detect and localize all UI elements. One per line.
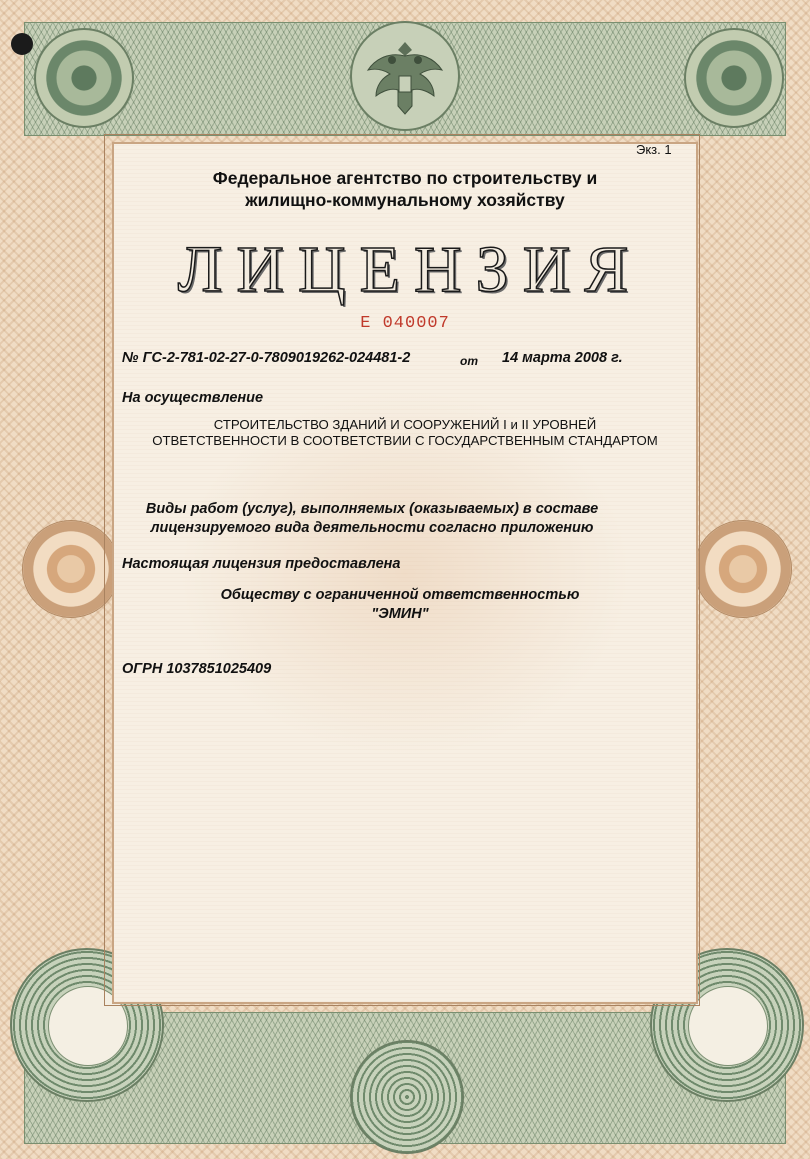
ogrn-number: ОГРН 1037851025409 (122, 661, 272, 677)
activity-line-1: СТРОИТЕЛЬСТВО ЗДАНИЙ И СООРУЖЕНИЙ I и II УРОВНЕЙ (213, 417, 597, 432)
agency-line-1: Федеральное агентство по строительству и (212, 168, 598, 188)
organization-name (200, 586, 600, 624)
works-line-1: Виды работ (услуг), выполняемых (оказываемых) в составе (145, 501, 599, 517)
activity-description (120, 417, 690, 449)
license-date: 14 марта 2008 г. (502, 350, 623, 366)
bottom-center-medallion (350, 1040, 464, 1154)
organization-line-2: "ЭМИН" (371, 606, 429, 622)
document-title: ЛИЦЕНЗИЯ (177, 233, 643, 306)
corner-rosette-top-left (34, 28, 134, 128)
date-prefix: от (460, 354, 478, 368)
side-medallion-right (694, 520, 792, 618)
agency-name (120, 167, 690, 211)
corner-rosette-top-right (684, 28, 784, 128)
works-description (122, 500, 622, 538)
activity-line-2: ОТВЕТСТВЕННОСТИ В СООТВЕТСТВИИ С ГОСУДАРСТВЕННЫМ СТАНДАРТОМ (152, 433, 658, 448)
agency-line-2: жилищно-коммунальному хозяйству (245, 190, 565, 210)
serial-number: Е 040007 (360, 314, 450, 333)
hole-punch (11, 33, 33, 55)
works-line-2: лицензируемого вида деятельности согласно приложению (150, 520, 594, 536)
license-number: № ГС-2-781-02-27-0-7809019262-024481-2 (122, 350, 411, 366)
license-number-line (122, 350, 682, 366)
copy-label: Экз. 1 (636, 142, 672, 157)
activity-label: На осуществление (122, 390, 264, 406)
granted-label: Настоящая лицензия предоставлена (122, 556, 401, 572)
organization-line-1: Обществу с ограниченной ответственностью (220, 587, 580, 603)
russian-double-headed-eagle-icon (346, 20, 464, 132)
